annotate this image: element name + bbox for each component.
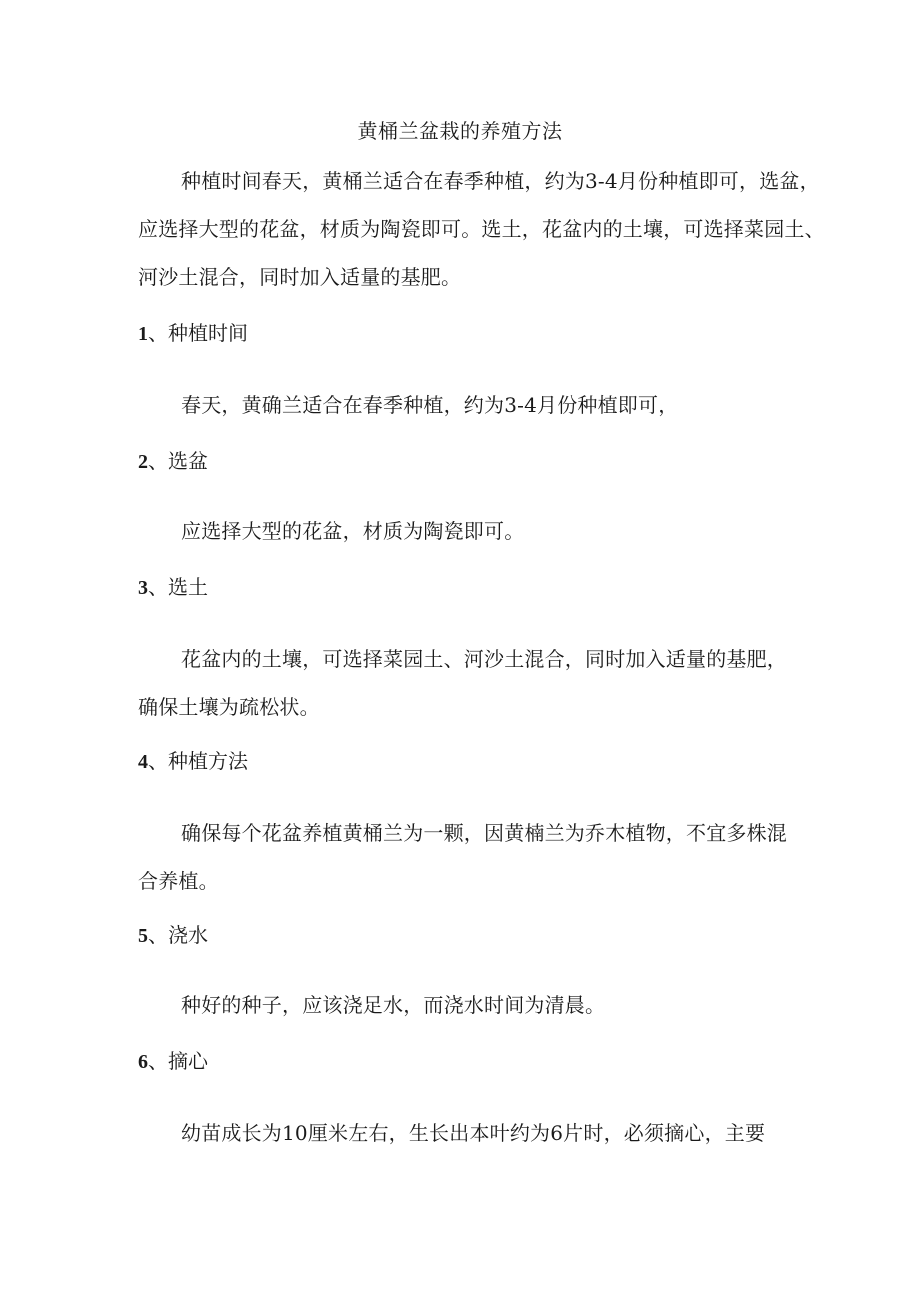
section-heading-3 — [138, 572, 208, 603]
section-title: 选土 — [168, 575, 208, 599]
section-title: 摘心 — [168, 1049, 208, 1073]
section-separator: 、 — [148, 923, 168, 947]
section-number: 4 — [138, 751, 148, 773]
section-heading-1 — [138, 318, 248, 349]
section-heading-2 — [138, 446, 208, 477]
section-title: 种植时间 — [168, 321, 248, 345]
section-number: 2 — [138, 451, 148, 473]
section-title: 种植方法 — [168, 749, 248, 773]
section-heading-4 — [138, 746, 248, 777]
section-title: 选盆 — [168, 449, 208, 473]
section-separator: 、 — [148, 575, 168, 599]
section-4-line-1: 确保每个花盆养植黄桶兰为一颗，因黄楠兰为乔木植物，不宜多株混 — [181, 821, 787, 845]
section-number: 6 — [138, 1051, 148, 1073]
section-6-line-1: 幼苗成长为10厘米左右，生长出本叶约为6片时，必须摘心，主要 — [181, 1121, 766, 1145]
section-5-line-1: 种好的种子，应该浇足水，而浇水时间为清晨。 — [181, 993, 606, 1017]
intro-line-3: 河沙土混合，同时加入适量的基肥。 — [138, 265, 462, 289]
section-number: 5 — [138, 925, 148, 947]
intro-line-1: 种植时间春天，黄桶兰适合在春季种植，约为3-4月份种植即可，选盆， — [181, 169, 820, 193]
section-4-line-2: 合养植。 — [138, 869, 219, 893]
section-3-line-1: 花盆内的土壤，可选择菜园土、河沙土混合，同时加入适量的基肥， — [181, 647, 787, 671]
intro-line-2: 应选择大型的花盆，材质为陶瓷即可。选土，花盆内的土壤，可选择菜园土、 — [138, 217, 825, 241]
section-number: 1 — [138, 323, 148, 345]
section-separator: 、 — [148, 749, 168, 773]
section-number: 3 — [138, 577, 148, 599]
section-1-line-1: 春天，黄确兰适合在春季种植，约为3-4月份种植即可， — [181, 393, 679, 417]
section-separator: 、 — [148, 1049, 168, 1073]
section-heading-5 — [138, 920, 208, 951]
section-title: 浇水 — [168, 923, 208, 947]
document-title: 黄桶兰盆栽的养殖方法 — [357, 119, 563, 143]
section-3-line-2: 确保土壤为疏松状。 — [138, 695, 320, 719]
section-2-line-1: 应选择大型的花盆，材质为陶瓷即可。 — [181, 519, 525, 543]
section-heading-6 — [138, 1046, 208, 1077]
section-separator: 、 — [148, 321, 168, 345]
section-separator: 、 — [148, 449, 168, 473]
